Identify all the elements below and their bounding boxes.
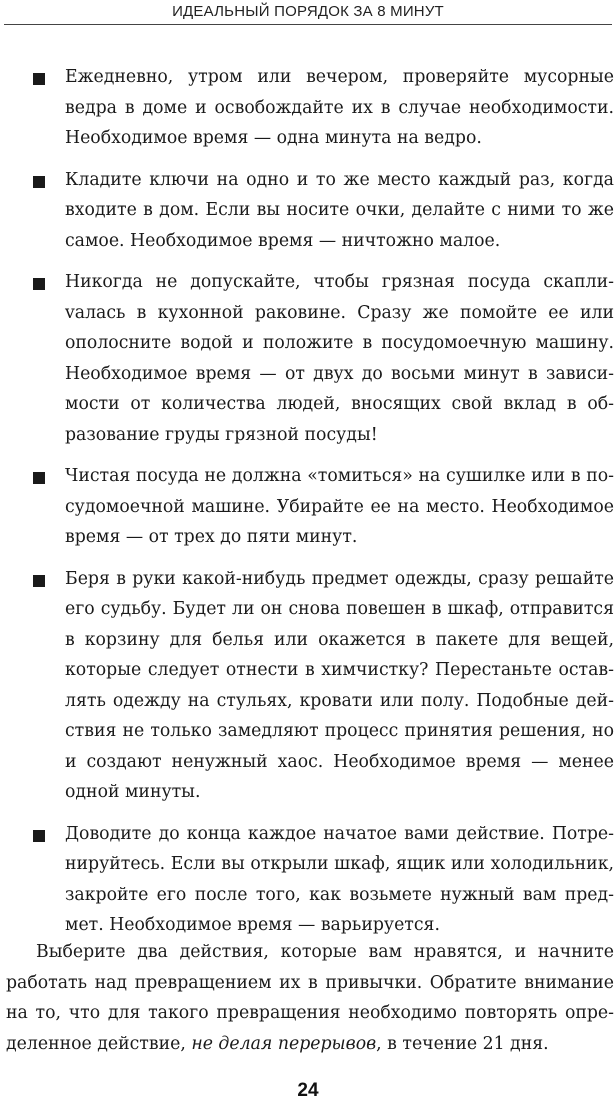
- list-item-text: Никогда не допускайте, чтобы грязная посуда скаплиvалась в кухонной раковине. Сразу же помойте ее или ополосните водой и положите в посудомоечную машину. Необходимое время — от двух до восьми минут в зависимости от количества людей, вносящих свой вклад в образование груды грязной посуды!: [65, 272, 614, 445]
- square-bullet-icon: [33, 472, 45, 484]
- closing-text-start: Выберите два действия, которые вам нравятся, и начните работать над превращением их в привычки. Обратите внимание на то, что для такого превращения необходимо повторять определенное действие,: [6, 942, 614, 1054]
- closing-emphasis: не делая перерывов: [191, 1033, 377, 1054]
- list-item: [0, 62, 616, 154]
- list-item: [0, 819, 616, 941]
- list-item: [0, 461, 616, 553]
- square-bullet-icon: [33, 176, 45, 188]
- square-bullet-icon: [33, 575, 45, 587]
- header-rule: [4, 24, 612, 25]
- list-item: [0, 267, 616, 450]
- page-number: 24: [297, 1080, 319, 1101]
- list-item-text: Беря в руки какой-нибудь предмет одежды, сразу решайте его судьбу. Будет ли он снова повешен в шкаф, отправится в корзину для белья или окажется в пакете для вещей, которые следует отнести в химчистку? Перестаньте оставлять одежду на стульях, кровати или полу. Подобные действия не только замедляют процесс принятия решения, но и создают ненужный хаос. Необходимое время — менее одной минуты.: [65, 568, 614, 802]
- running-title: ИДЕАЛЬНЫЙ ПОРЯДОК ЗА 8 МИНУТ: [172, 3, 444, 20]
- closing-text-end: , в течение 21 дня.: [376, 1033, 549, 1054]
- running-header: [0, 0, 616, 24]
- tips-list: [0, 62, 616, 952]
- list-item-text: Чистая посуда не должна «томиться» на сушилке или в посудомоечной машине. Убирайте ее на место. Необходимое время — от трех до пяти минут.: [65, 466, 614, 547]
- list-item: [0, 564, 616, 808]
- list-item: [0, 165, 616, 257]
- square-bullet-icon: [33, 830, 45, 842]
- list-item-text: Ежедневно, утром или вечером, проверяйте мусорные ведра в доме и освобождайте их в случае необходимости. Необходимое время — одна минута на ведро.: [65, 67, 614, 148]
- square-bullet-icon: [33, 73, 45, 85]
- closing-paragraph: [6, 937, 614, 1059]
- square-bullet-icon: [33, 278, 45, 290]
- list-item-text: Доводите до конца каждое начатое вами действие. Потренируйтесь. Если вы открыли шкаф, ящик или холодильник, закройте его после того, как возьмете нужный вам предмет. Необходимое время — варьируется.: [65, 823, 614, 935]
- list-item-text: Кладите ключи на одно и то же место каждый раз, когда входите в дом. Если вы носите очки, делайте с ними то же самое. Необходимое время — ничтожно малое.: [65, 169, 614, 251]
